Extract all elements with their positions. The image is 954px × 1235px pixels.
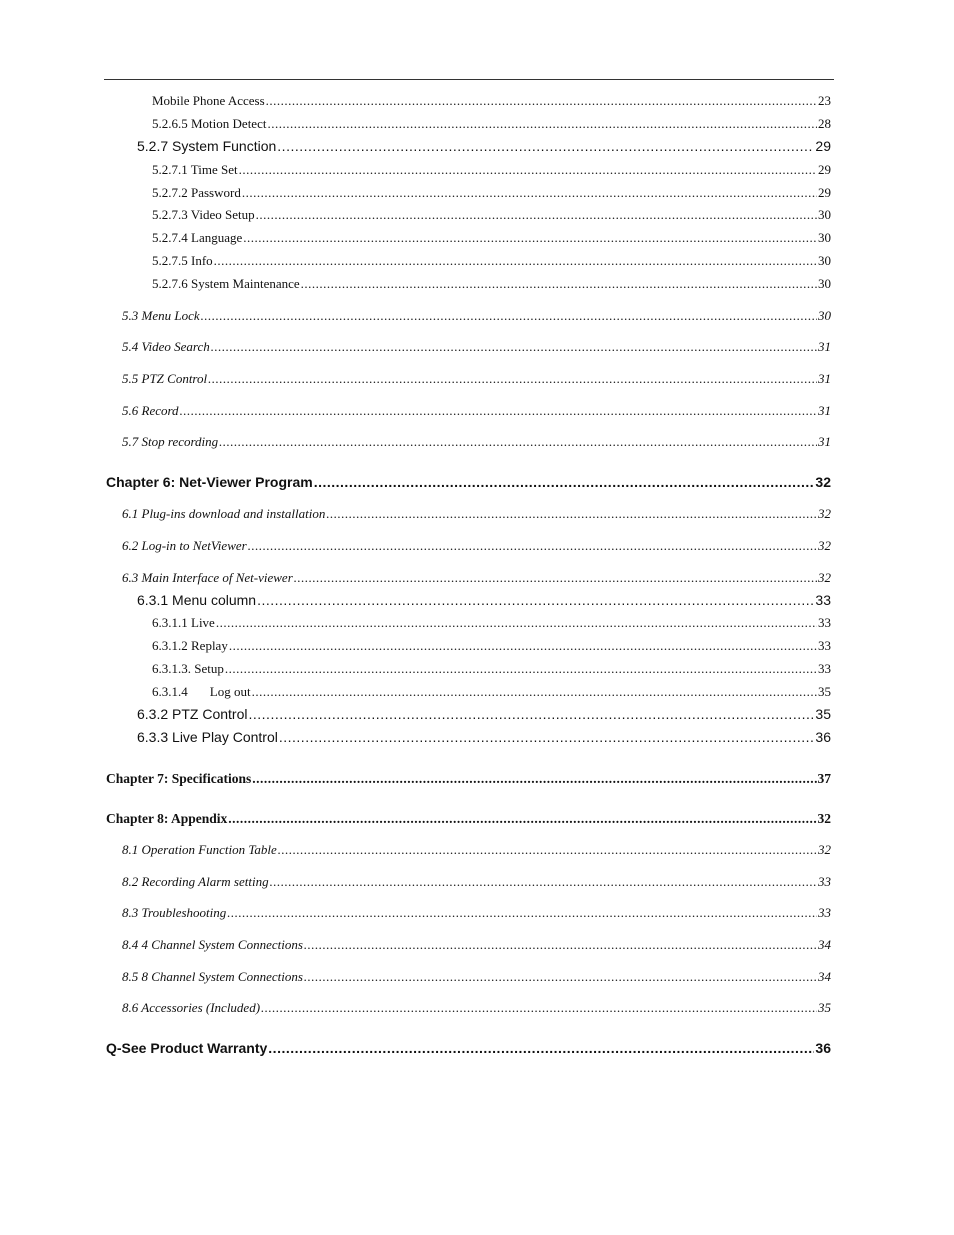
- toc-entry-title: 5.2.7.3 Video Setup: [152, 207, 255, 222]
- toc-entry-page: 35: [818, 684, 831, 699]
- toc-leader: [252, 684, 817, 700]
- toc-entry-page: 35: [818, 1000, 831, 1015]
- header-rule: [104, 79, 834, 80]
- toc-leader: [180, 403, 817, 419]
- toc-entry-page: 31: [818, 371, 831, 386]
- toc-entry-title: 5.2.7.6 System Maintenance: [152, 276, 300, 291]
- toc-entry[interactable]: [122, 969, 831, 985]
- toc-entry-title: 5.2.7.2 Password: [152, 185, 241, 200]
- toc-entry-title: Mobile Phone Access: [152, 93, 265, 108]
- toc-entry[interactable]: [152, 230, 831, 246]
- toc-entry-page: 32: [818, 506, 831, 521]
- toc-entry-title: 6.3.1 Menu column: [137, 592, 257, 608]
- toc-leader: [229, 638, 817, 654]
- toc-entry[interactable]: [152, 684, 831, 700]
- toc-entry-title: 5.7 Stop recording: [122, 434, 219, 449]
- toc-entry[interactable]: [122, 403, 831, 419]
- toc-leader: [270, 874, 817, 890]
- toc-entry[interactable]: [122, 1000, 831, 1016]
- toc-entry-title: Chapter 8: Appendix: [106, 811, 228, 826]
- toc-entry-page: 36: [815, 1040, 831, 1056]
- toc-leader: [261, 1000, 817, 1016]
- toc-entry-page: 23: [818, 93, 831, 108]
- toc-entry-page: 32: [818, 570, 831, 585]
- toc-leader: [326, 506, 817, 522]
- toc-entry-title: 5.5 PTZ Control: [122, 371, 208, 386]
- toc-entry-title: 6.2 Log-in to NetViewer: [122, 538, 247, 553]
- toc-entry[interactable]: [122, 506, 831, 522]
- toc-entry-title: 8.6 Accessories (Included): [122, 1000, 261, 1015]
- toc-entry-title: Chapter 6: Net-Viewer Program: [106, 474, 313, 490]
- toc-entry-title: 8.4 4 Channel System Connections: [122, 937, 303, 952]
- toc-entry-page: 30: [818, 230, 831, 245]
- toc-entry-page: 32: [818, 538, 831, 553]
- toc-entry[interactable]: [122, 570, 831, 586]
- toc-leader: [304, 969, 817, 985]
- toc-entry[interactable]: [137, 729, 831, 745]
- toc-entry-title: 6.1 Plug-ins download and installation: [122, 506, 326, 521]
- toc-entry-page: 29: [815, 138, 831, 154]
- toc-leader: [268, 1040, 814, 1056]
- toc-leader: [252, 771, 816, 787]
- toc-entry-page: 33: [818, 615, 831, 630]
- toc-leader: [304, 937, 817, 953]
- toc-entry[interactable]: [152, 185, 831, 201]
- toc-entry-title: 5.2.6.5 Motion Detect: [152, 116, 267, 131]
- toc-entry[interactable]: [122, 937, 831, 953]
- toc-entry-title: 8.3 Troubleshooting: [122, 905, 227, 920]
- toc-entry-label: Log out: [209, 684, 251, 699]
- toc-entry-page: 33: [818, 905, 831, 920]
- toc-entry[interactable]: [137, 706, 831, 722]
- toc-entry-title: 8.1 Operation Function Table: [122, 842, 277, 857]
- toc-entry[interactable]: [152, 638, 831, 654]
- toc-entry-page: 33: [818, 661, 831, 676]
- toc-entry[interactable]: [152, 93, 831, 109]
- toc-entry-title: 6.3.1.2 Replay: [152, 638, 228, 653]
- toc-entry-title: 5.2.7 System Function: [137, 138, 277, 154]
- toc-entry-page: 35: [815, 706, 831, 722]
- toc-entry-title: 6.3.1.1 Live: [152, 615, 215, 630]
- toc-entry-title: Chapter 7: Specifications: [106, 771, 252, 786]
- toc-entry[interactable]: [122, 905, 831, 921]
- toc-entry-page: 30: [818, 276, 831, 291]
- toc-leader: [257, 592, 814, 608]
- toc-leader: [301, 276, 817, 292]
- toc-leader: [211, 339, 817, 355]
- toc-entry-page: 34: [818, 969, 831, 984]
- toc-leader: [248, 538, 817, 554]
- toc-entry[interactable]: [122, 842, 831, 858]
- toc-entry-page: 31: [818, 339, 831, 354]
- toc-entry[interactable]: [137, 138, 831, 154]
- toc-leader: [266, 93, 817, 109]
- toc-entry-page: 33: [815, 592, 831, 608]
- toc-entry-title: 6.3.3 Live Play Control: [137, 729, 278, 745]
- toc-leader: [243, 230, 817, 246]
- toc-entry-page: 30: [818, 207, 831, 222]
- toc-entry-page: 34: [818, 937, 831, 952]
- toc-leader: [225, 661, 817, 677]
- toc-leader: [242, 185, 817, 201]
- toc-entry-page: 33: [818, 874, 831, 889]
- toc-entry-page: 31: [818, 434, 831, 449]
- toc-chapter[interactable]: [106, 771, 831, 787]
- toc-leader: [278, 842, 817, 858]
- toc-entry-title: [152, 684, 251, 700]
- toc-leader: [279, 729, 815, 745]
- toc-entry[interactable]: [152, 162, 831, 178]
- toc-entry-title: 5.4 Video Search: [122, 339, 210, 354]
- toc-entry[interactable]: [152, 615, 831, 631]
- toc-leader: [249, 706, 815, 722]
- toc-entry[interactable]: [122, 308, 831, 324]
- toc-entry-title: Q-See Product Warranty: [106, 1040, 268, 1056]
- toc-entry-page: 31: [818, 403, 831, 418]
- toc-chapter[interactable]: [106, 811, 831, 827]
- toc-leader: [228, 811, 816, 827]
- toc-entry-title: 8.2 Recording Alarm setting: [122, 874, 269, 889]
- toc-entry-page: 29: [818, 162, 831, 177]
- toc-entry-page: 32: [818, 842, 831, 857]
- toc-entry-number: 6.3.1.4: [152, 684, 188, 699]
- toc-entry-page: 37: [817, 771, 831, 786]
- toc-entry-page: 32: [817, 811, 831, 826]
- toc-entry-title: 6.3 Main Interface of Net-viewer: [122, 570, 293, 585]
- toc-chapter[interactable]: [106, 474, 831, 490]
- toc-leader: [201, 308, 817, 324]
- toc-leader: [214, 253, 817, 269]
- toc-leader: [208, 371, 817, 387]
- toc-entry-title: 6.3.1.3. Setup: [152, 661, 224, 676]
- toc-entry[interactable]: [152, 116, 831, 132]
- toc-entry-title: 5.3 Menu Lock: [122, 308, 200, 323]
- toc-entry[interactable]: [152, 207, 831, 223]
- toc-entry-page: 30: [818, 253, 831, 268]
- toc-entry[interactable]: [152, 253, 831, 269]
- toc-entry[interactable]: [152, 276, 831, 292]
- toc-entry-page: 28: [818, 116, 831, 131]
- toc-entry[interactable]: [122, 874, 831, 890]
- toc-leader: [227, 905, 817, 921]
- toc-leader: [219, 434, 817, 450]
- toc-leader: [216, 615, 817, 631]
- toc-entry-page: 33: [818, 638, 831, 653]
- toc-entry-title: 8.5 8 Channel System Connections: [122, 969, 303, 984]
- toc-leader: [239, 162, 817, 178]
- toc-leader: [267, 116, 817, 132]
- toc-entry-title: 6.3.2 PTZ Control: [137, 706, 248, 722]
- toc-entry[interactable]: [152, 661, 831, 677]
- toc-entry[interactable]: [122, 339, 831, 355]
- toc-entry-title: 5.2.7.4 Language: [152, 230, 243, 245]
- toc-leader: [314, 474, 815, 490]
- toc-entry-page: 36: [815, 729, 831, 745]
- toc-entry[interactable]: [122, 538, 831, 554]
- toc-entry[interactable]: [122, 434, 831, 450]
- toc-entry-page: 32: [815, 474, 831, 490]
- toc-leader: [294, 570, 817, 586]
- toc-entry-title: 5.6 Record: [122, 403, 179, 418]
- toc-entry-title: 5.2.7.5 Info: [152, 253, 213, 268]
- toc-entry[interactable]: [122, 371, 831, 387]
- toc-entry-title: 5.2.7.1 Time Set: [152, 162, 238, 177]
- toc-entry[interactable]: [137, 592, 831, 608]
- toc-leader: [256, 207, 817, 223]
- toc-leader: [277, 138, 814, 154]
- toc-entry-page: 29: [818, 185, 831, 200]
- toc-chapter[interactable]: [106, 1040, 831, 1056]
- toc-entry-page: 30: [818, 308, 831, 323]
